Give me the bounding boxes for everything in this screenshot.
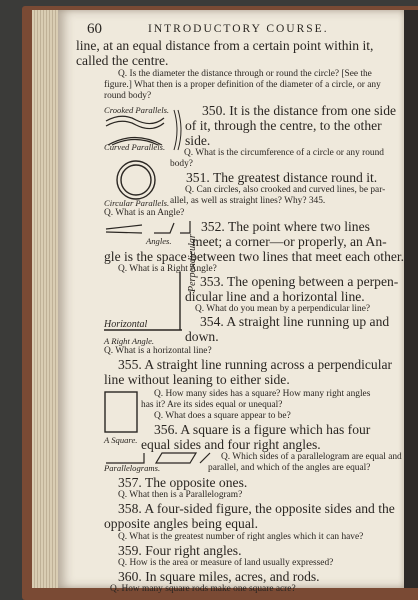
square-figure (104, 391, 138, 433)
facing-cover (404, 10, 418, 588)
figure-caption: Curved Parallels. (104, 142, 166, 152)
angles-figure (104, 219, 194, 239)
text-line: opposite angles being equal. (104, 516, 259, 531)
numbered-paragraph: 355. A straight line running across a perpendicular (118, 357, 393, 372)
running-head: INTRODUCTORY COURSE. (148, 23, 329, 35)
figure-caption: Horizontal (104, 319, 148, 330)
question-line: has it? Are its sides equal or unequal? (141, 400, 283, 410)
text-line: of it, through the centre, to the other (185, 118, 382, 133)
numbered-paragraph: 354. A straight line running up and (200, 314, 390, 329)
numbered-paragraph: 360. In square miles, acres, and rods. (118, 569, 320, 584)
figure-caption: A Right Angle. (104, 336, 155, 346)
page-number: 60 (87, 21, 102, 37)
question-line: parallel, and which of the angles are equal? (208, 463, 371, 473)
figure-caption: Perpendicular (187, 234, 198, 292)
figure-caption: A Square. (104, 435, 138, 445)
question-line: Q. Can circles, also crooked and curved lines, be par- (185, 185, 386, 195)
question-line: Q. What does a square appear to be? (154, 411, 291, 421)
question-line: body? (170, 159, 193, 169)
question-line: Q. What is a horizontal line? (104, 346, 212, 356)
text-line: gle is the space between two lines that meet each other. (104, 249, 405, 264)
curved-parallels-figure (170, 108, 182, 152)
parallelograms-figure (104, 451, 216, 465)
numbered-paragraph: 357. The opposite ones. (118, 475, 248, 490)
numbered-paragraph: 351. The greatest distance round it. (186, 170, 378, 185)
page-header (76, 14, 394, 38)
text-line: dicular line and a horizontal line. (185, 289, 365, 304)
page-content (76, 14, 394, 38)
text-line: line, at an equal distance from a certain point within it, (76, 38, 374, 53)
numbered-paragraph: 353. The opening between a perpen- (200, 274, 399, 289)
text-line: equal sides and four right angles. (141, 437, 321, 452)
question-line: Q. What then is a Parallelogram? (118, 490, 243, 500)
question-line: Q. How is the area or measure of land usually expressed? (118, 558, 334, 568)
question-line: Q. What is an Angle? (104, 208, 185, 218)
question-line: Q. How many sides has a square? How many right angles (154, 389, 371, 399)
text-line: side. (185, 133, 211, 148)
text-line: down. (185, 329, 219, 344)
text-line: called the centre. (76, 53, 169, 68)
numbered-paragraph: 350. It is the distance from one side (202, 103, 397, 118)
question-line: allel, as well as straight lines? Why? 345. (170, 196, 326, 206)
circular-parallels-figure (114, 158, 158, 202)
question-line: figure.] What then is a proper definition of the diameter of a circle, or any (104, 80, 381, 90)
question-line: round body? (104, 91, 152, 101)
question-line: Q. How many square rods make one square acre? (110, 584, 296, 594)
numbered-paragraph: 359. Four right angles. (118, 543, 242, 558)
question-line: Q. Is the diameter the distance through or round the circle? [See the (118, 69, 372, 79)
question-line: Q. Which sides of a parallelogram are equal and (221, 452, 402, 462)
crooked-parallels-figure (104, 112, 166, 146)
text-line: meet; a corner—or properly, an An- (192, 234, 387, 249)
numbered-paragraph: 352. The point where two lines (201, 219, 370, 234)
right-angle-figure (104, 270, 194, 332)
figure-caption: Crooked Parallels. (104, 105, 170, 115)
question-line: Q. What is the circumference of a circle or any round (184, 148, 384, 158)
question-line: Q. What is the greatest number of right angles which it can have? (118, 532, 364, 542)
figure-caption: Angles. (146, 236, 172, 246)
numbered-paragraph: 356. A square is a figure which has four (154, 422, 371, 437)
figure-caption: Parallelograms. (104, 463, 161, 473)
question-line: Q. What do you mean by a perpendicular line? (195, 304, 371, 314)
text-line: line without leaning to either side. (104, 372, 290, 387)
figure-caption: Circular Parallels. (104, 198, 170, 208)
numbered-paragraph: 358. A four-sided figure, the opposite sides and the (118, 501, 395, 516)
question-line: Q. What is a Right Angle? (118, 264, 217, 274)
